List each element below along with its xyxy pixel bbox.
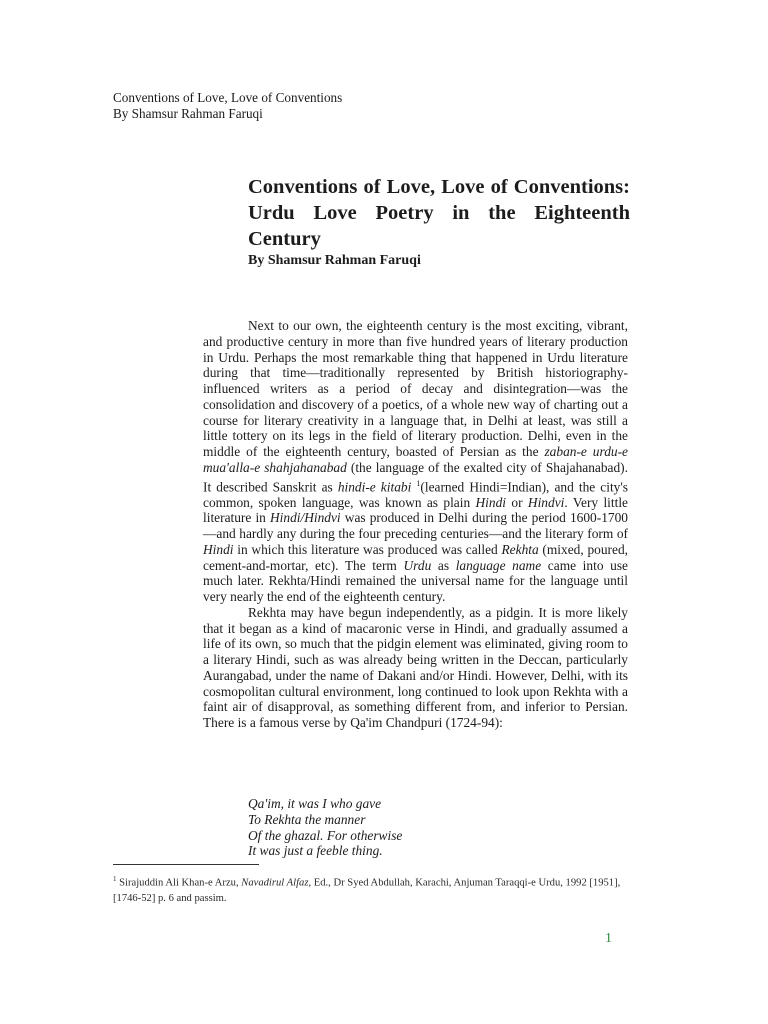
footnote-divider xyxy=(113,864,259,865)
paragraph-1: Next to our own, the eighteenth century is the most exciting, vibrant, and productive century in more than five hundred years of literary production in Urdu. Perhaps the most remarkable thing that happened in Urdu literature during that time—traditionally represented by British historiography-influenced writers as a period of decay and disintegration—was the consolidation and discovery of a poetics, of a whole new way of charting out a course for literary creativity in a language that, in Delhi at least, was still a little tottery on its legs in the field of literary production. Delhi, even in the middle of the eighteenth century, boasted of Persian as the zaban-e urdu-e mua'alla-e shahjahanabad (the language of the exalted city of Shajahanabad). It described Sanskrit as hindi-e kitabi $^1$(learned Hindi=Indian), and the city's common, spoken language, was known as plain Hindi or Hindvi. Very little literature in Hindi/Hindvi was produced in Delhi during the period 1600-1700—and hardly any during the four preceding centuries—and the literary form of Hindi in which this literature was produced was called Rekhta (mixed, poured, cement-and-mortar, etc). The term Urdu as language name came into use much later. Rekhta/Hindi remained the universal name for the language until very nearly the end of the eighteenth century. xyxy=(203,318,629,605)
footnote-reference[interactable]: 1 xyxy=(416,478,421,488)
footnote-marker: 1 xyxy=(113,875,117,883)
article-body xyxy=(203,318,628,731)
footnote: $^1$ Sirajuddin Ali Khan-e Arzu, Navadirul Alfaz, Ed., Dr Syed Abdullah, Karachi, Anjuman Taraqqi-e Urdu, 1992 [1951], [1746-52] p. 6 and passim. xyxy=(113,875,621,904)
verse-line: Of the ghazal. For otherwise xyxy=(248,827,403,843)
verse-quotation xyxy=(248,796,402,859)
verse-line: To Rekhta the manner xyxy=(248,811,366,827)
paragraph-2: Rekhta may have begun independently, as a pidgin. It is more likely that it began as a kind of macaronic verse in Hindi, and gradually assumed a life of its own, so much that the pidgin element was eliminated, giving room to a literary Hindi, such as was already being written in the Deccan, particularly Aurangabad, under the name of Dakani and/or Hindi. However, Delhi, with its cosmopolitan cultural environment, long continued to look upon Rekhta with a faint air of disapproval, as something different from, and inferior to Persian. There is a famous verse by Qa'im Chandpuri (1724-94): xyxy=(203,604,628,731)
page-number: 1 xyxy=(605,931,612,946)
article-byline: By Shamsur Rahman Faruqi xyxy=(248,253,421,268)
article-title: Conventions of Love, Love of Conventions: Urdu Love Poetry in the Eighteenth Century xyxy=(248,176,630,250)
running-header-title: Conventions of Love, Love of Conventions xyxy=(113,90,343,105)
running-header-author: By Shamsur Rahman Faruqi xyxy=(113,106,263,121)
verse-line: It was just a feeble thing. xyxy=(248,843,383,859)
running-header xyxy=(113,90,342,122)
verse-line: Qa'im, it was I who gave xyxy=(248,796,382,811)
